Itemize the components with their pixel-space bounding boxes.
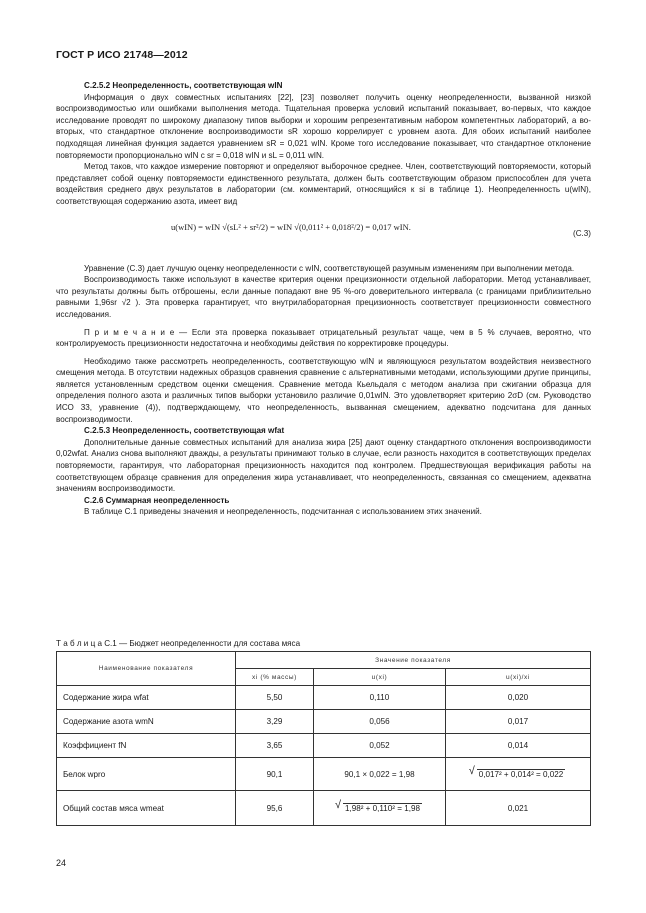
column-header-name: Наименование показателя [57, 652, 236, 686]
paragraph: Метод таков, что каждое измерение повторяют и определяют выборочное среднее. Член, соответствующий повторяемости, который представляет собой оценку повторяемости единственного результата, должен быть соответствующим образом приспособлен для учета воздействия среднего двух результатов в лаборатории (см. комментарий, относящийся к si в таблице 1). Неопределенность u(wIN), соответствующая содержанию азота, имеет вид [56, 162, 591, 206]
paragraph: Уравнение (С.3) дает лучшую оценку неопределенности с wIN, соответствующей разумным изменениям при выполнении метода. [84, 263, 575, 273]
cell-uxi: 0,052 [313, 734, 445, 758]
row-name: Белок wpro [57, 758, 236, 791]
section-heading-c253: С.2.5.3 Неопределенность, соответствующая wfat [84, 426, 285, 436]
paragraph: Воспроизводимость также используют в качестве критерия оценки прецизионности отдельной лаборатории. Метод устанавливает, что результаты должны быть отброшены, если данные попадают вне 95 %-ого доверительного интервала (с границами приблизительно равными 1,96sr √2 ). Эта проверка гарантирует, что внутрилабораторная прецизионность соответствует прецизионности совместного исследования. [56, 275, 591, 319]
cell-uxi [313, 791, 445, 826]
sqrt-expression: √ 0,017² + 0,014² = 0,022 [477, 769, 566, 780]
note: П р и м е ч а н и е — Если эта проверка показывает отрицательный результат чаще, чем в 5 % случаев, вероятно, что контролируемость прецизионности недостаточна и необходимы действия по корректировке процедуры. [56, 327, 591, 349]
cell-xi: 3,29 [236, 710, 314, 734]
cell-xi: 3,65 [236, 734, 314, 758]
table-row [57, 758, 591, 791]
formula-expression: u(wIN) = wIN √(sL² + sr²/2) = wIN √(0,011² + 0,018²/2) = 0,017 wIN. [171, 221, 411, 232]
column-header-uxi: u(xi) [313, 669, 445, 686]
document-header: ГОСТ Р ИСО 21748—2012 [56, 49, 188, 61]
section-heading-c26: С.2.6 Суммарная неопределенность [84, 495, 230, 505]
cell-rel: 0,021 [446, 791, 591, 826]
paragraph: В таблице С.1 приведены значения и неопределенность, подсчитанная с использованием этих значений. [84, 507, 482, 517]
row-name: Коэффициент fN [57, 734, 236, 758]
paragraph: Необходимо также рассмотреть неопределенность, соответствующую wIN и являющуюся результатом воздействия неизвестного смещения метода. В отсутствии надежных образцов сравнения сравнение с альтернативными методами, использующими другие принципы, является установленным средством оценки смещения. Сравнение метода Кьельдаля с методом анализа при сжигании образца для определения полного азота и различных типов выборки установило различие 0,01wIN. Это удовлетворяет критерию 2σD (см. Руководство ИСО 33, уравнение (4)), подтверждающему, что неопределенность, вызванная смещением, адекватно подсчитана для данных воспроизводимости. [56, 356, 591, 424]
table-caption: Т а б л и ц а С.1 — Бюджет неопределенности для состава мяса [56, 639, 301, 648]
row-name: Содержание азота wmN [57, 710, 236, 734]
table-row [57, 791, 591, 826]
column-header-rel: u(xi)/xi [446, 669, 591, 686]
column-header-group: Значение показателя [236, 652, 591, 669]
paragraph: Дополнительные данные совместных испытаний для анализа жира [25] дают оценку стандартного отклонения воспроизводимости 0,02wfat. Анализ снова выполняют дважды, а результаты принимают только в случае, если разность находится в соответствующих пределах повторяемости, гарантируя, что лабораторная прецизионность находится под контролем. Предшествующая верификация работы на соответствующем образце сравнения для определения жира устанавливает, что неопределенность, связанная со смещением, адекватна значениям воспроизводимости. [56, 437, 591, 494]
table-row [57, 686, 591, 710]
row-name: Общий состав мяса wmeat [57, 791, 236, 826]
section-heading-c252: С.2.5.2 Неопределенность, соответствующая wIN [84, 81, 283, 90]
page-number: 24 [56, 858, 67, 868]
cell-uxi: 90,1 × 0,022 = 1,98 [313, 758, 445, 791]
cell-rel: 0,017 [446, 710, 591, 734]
cell-rel: 0,020 [446, 686, 591, 710]
formula-c3 [56, 212, 591, 258]
cell-uxi: 0,056 [313, 710, 445, 734]
cell-xi: 90,1 [236, 758, 314, 791]
cell-rel [446, 758, 591, 791]
sqrt-expression: √ 1,98² + 0,110² = 1,98 [343, 803, 422, 814]
table-row [57, 734, 591, 758]
table-row [57, 710, 591, 734]
column-header-xi: xi (% массы) [236, 669, 314, 686]
paragraph: Информация о двух совместных испытаниях [22], [23] позволяет получить оценку неопределенности, вызванной низкой воспроизводимостью или ошибками выполнения метода. Тщательная проверка условий испытаний показывает, во-первых, что каждое исследование проводят по широкому диапазону типов выборки и хорошим репрезентативным набором компетентных лабораторий, а во-вторых, что стандартное отклонение воспроизводимости sR хорошо коррелирует с уровнем азота. Для обоих испытаний наиболее подходящая линейная функция задается уравнением sR = 0,021 wIN. Кроме того исследование показывает, что стандартное отклонение повторяемости пропорционально wIN с sr = 0,018 wIN и sL = 0,011 wIN. [56, 92, 591, 160]
formula-number: (C.3) [573, 228, 591, 238]
cell-xi: 95,6 [236, 791, 314, 826]
cell-uxi: 0,110 [313, 686, 445, 710]
page-body [56, 80, 591, 518]
uncertainty-budget-table [56, 651, 591, 826]
row-name: Содержание жира wfat [57, 686, 236, 710]
cell-rel: 0,014 [446, 734, 591, 758]
cell-xi: 5,50 [236, 686, 314, 710]
